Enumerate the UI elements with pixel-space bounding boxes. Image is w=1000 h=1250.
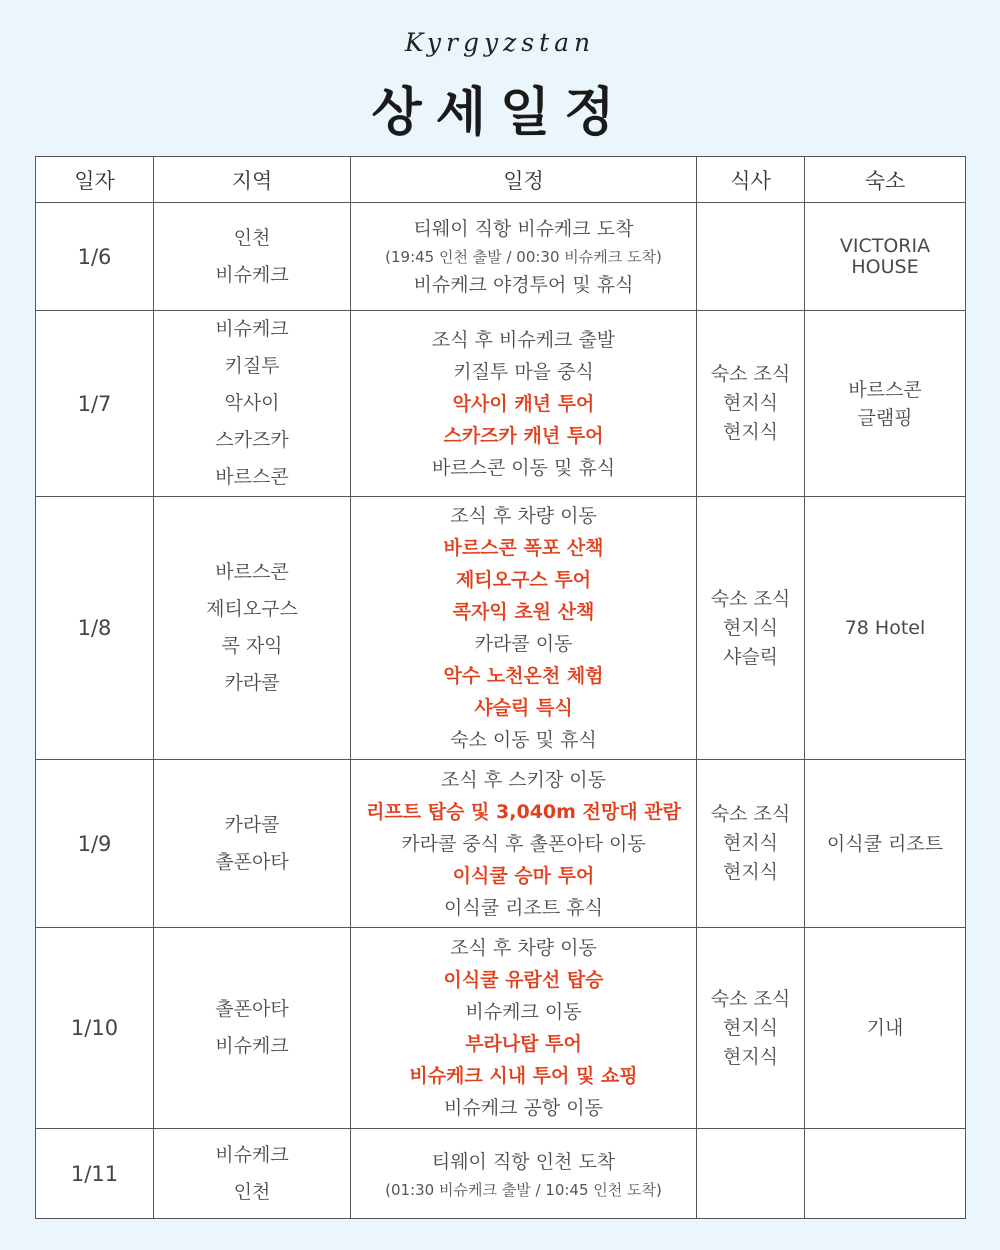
meal-item: 현지식 [722,392,779,414]
region-cell [154,311,351,497]
column-header-meals: 식사 [697,157,805,203]
meals-cell [697,203,805,311]
region-name: 카라콜 [224,672,280,694]
region-name: 인천 [233,1180,271,1203]
schedule-cell [351,1129,697,1219]
schedule-cell [351,203,697,311]
schedule-item: 카라콜 중식 후 촐폰아타 이동 [401,832,646,855]
schedule-highlight: 바르스콘 폭포 산책 [443,537,604,559]
region-name: 악사이 [224,392,280,414]
region-name: 비슈케크 [215,263,289,286]
region-name: 제티오구스 [206,598,298,620]
region-cell [154,760,351,928]
schedule-highlight: 스카즈카 캐년 투어 [443,424,604,447]
schedule-highlight: 비슈케크 시내 투어 및 쇼핑 [409,1065,638,1087]
schedule-highlight: 제티오구스 투어 [455,569,592,591]
meal-item: 현지식 [722,861,779,883]
date-cell: 1/8 [36,497,154,760]
meals-cell [697,311,805,497]
accommodation-name: HOUSE [851,255,919,278]
meals-cell [697,928,805,1129]
schedule-item: 조식 후 차량 이동 [450,937,597,959]
column-header-date: 일자 [36,157,154,203]
meal-item: 현지식 [722,832,779,854]
schedule-item: 비슈케크 야경투어 및 휴식 [413,273,634,296]
schedule-highlight: 악사이 캐년 투어 [452,392,595,415]
meal-item: 현지식 [722,421,779,443]
meal-item: 숙소 조식 [710,587,791,610]
accommodation-cell [805,1129,966,1219]
schedule-item: 조식 후 차량 이동 [450,505,597,527]
table-row [36,203,966,311]
schedule-note: (01:30 비슈케크 출발 / 10:45 인천 도착) [385,1180,662,1199]
column-header-region: 지역 [154,157,351,203]
accommodation-name: 바르스콘 [848,378,922,401]
schedule-highlight: 악수 노천온천 체험 [443,665,604,687]
region-cell [154,203,351,311]
column-header-schedule: 일정 [351,157,697,203]
region-cell [154,928,351,1129]
date-cell: 1/9 [36,760,154,928]
table-header-row [36,157,966,203]
itinerary-table [35,156,966,1219]
region-name: 바르스콘 [215,561,289,583]
date-cell: 1/7 [36,311,154,497]
meals-cell [697,497,805,760]
accommodation-name: 이식쿨 리조트 [826,832,944,855]
schedule-cell [351,760,697,928]
schedule-highlight: 부라나탑 투어 [465,1033,582,1055]
schedule-item: 티웨이 직항 비슈케크 도착 [413,217,634,240]
schedule-note: (19:45 인천 출발 / 00:30 비슈케크 도착) [385,247,662,266]
table-row [36,497,966,760]
schedule-item: 이식쿨 리조트 휴식 [444,896,603,919]
date-cell: 1/10 [36,928,154,1129]
region-name: 카라콜 [224,813,280,836]
region-name: 인천 [233,226,271,249]
accommodation-cell [805,497,966,760]
accommodation-cell [805,311,966,497]
accommodation-cell [805,203,966,311]
region-name: 콕 자익 [221,635,283,657]
meal-item: 현지식 [722,616,779,639]
date-cell: 1/6 [36,203,154,311]
meal-item: 숙소 조식 [710,803,791,825]
schedule-item: 숙소 이동 및 휴식 [450,729,597,751]
accommodation-name: 기내 [866,1017,904,1039]
schedule-item: 티웨이 직항 인천 도착 [431,1150,616,1173]
table-row [36,311,966,497]
schedule-highlight: 콕자익 초원 산책 [452,601,595,623]
schedule-item: 바르스콘 이동 및 휴식 [431,456,616,479]
column-header-accommodation: 숙소 [805,157,966,203]
page-subtitle: Kyrgyzstan [404,28,596,57]
schedule-item: 조식 후 비슈케크 출발 [431,328,616,351]
schedule-highlight: 리프트 탑승 및 3,040m 전망대 관람 [366,800,681,823]
region-cell [154,1129,351,1219]
region-name: 바르스콘 [215,466,289,488]
page-title: 상세일정 [371,83,629,143]
meals-cell [697,760,805,928]
schedule-item: 카라콜 이동 [474,633,573,655]
region-cell [154,497,351,760]
region-name: 비슈케크 [215,1143,289,1166]
schedule-item: 조식 후 스키장 이동 [441,768,606,791]
accommodation-cell [805,928,966,1129]
schedule-item: 비슈케크 공항 이동 [444,1097,603,1119]
meals-cell [697,1129,805,1219]
region-name: 스카즈카 [215,429,289,451]
meal-item: 현지식 [722,1045,779,1068]
schedule-highlight: 이식쿨 승마 투어 [452,864,595,887]
schedule-highlight: 샤슬릭 특식 [474,697,573,719]
accommodation-cell [805,760,966,928]
page-header [0,0,1000,156]
schedule-item: 비슈케크 이동 [465,1001,582,1023]
meal-item: 숙소 조식 [710,363,791,385]
table-row [36,1129,966,1219]
meal-item: 숙소 조식 [710,987,791,1010]
region-name: 비슈케크 [215,318,289,340]
schedule-cell [351,928,697,1129]
date-cell: 1/11 [36,1129,154,1219]
region-name: 촐폰아타 [215,998,289,1020]
schedule-cell [351,497,697,760]
schedule-item: 키질투 마을 중식 [453,360,594,383]
region-name: 촐폰아타 [215,850,289,873]
accommodation-name: 글램핑 [857,406,913,429]
schedule-highlight: 이식쿨 유람선 탑승 [443,969,604,991]
region-name: 키질투 [224,355,280,377]
meal-item: 현지식 [722,1016,779,1039]
table-row [36,760,966,928]
table-row [36,928,966,1129]
meal-item: 샤슬릭 [722,645,779,668]
schedule-cell [351,311,697,497]
accommodation-name: VICTORIA [839,234,931,257]
region-name: 비슈케크 [215,1035,289,1057]
accommodation-name: 78 Hotel [844,617,926,639]
